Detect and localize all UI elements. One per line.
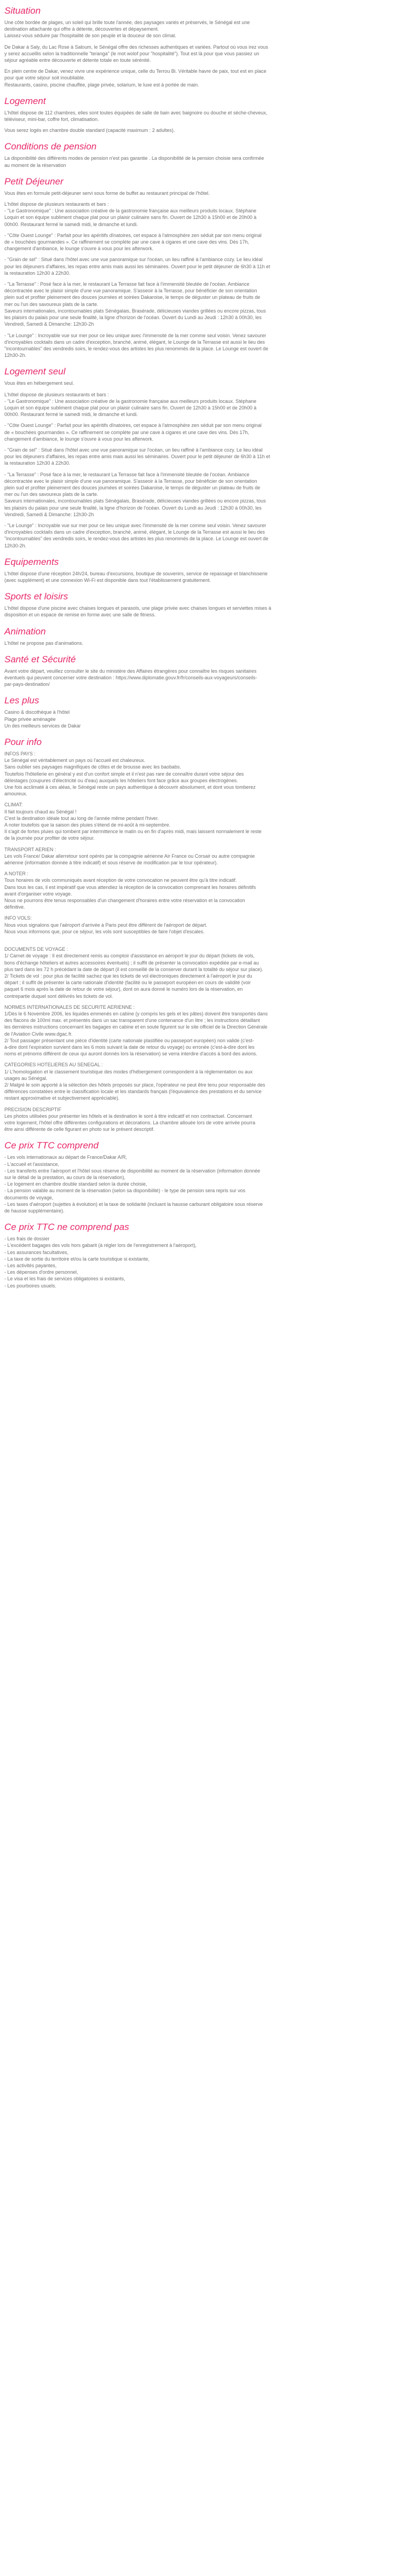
text-line: des flacons de 100ml max. et présentés dans un sac transparent d'une contenance d'un litre ; les instructions détaillant [4, 1018, 260, 1024]
text-line: les dernières instructions concernant les bagages en cabine et en soute figurent sur le site officiel de la Direction Générale [4, 1024, 268, 1030]
text-line: CATEGORIES HOTELIERES AU SENEGAL : [4, 1062, 103, 1068]
text-line: Nous vous informons que, pour ce séjour, les vols sont susceptibles de faire l'objet d'escales. [4, 928, 205, 934]
text-line: - "La Terrasse" : Posé face à la mer, le restaurant La Terrasse fait face à l'immensité bleutée de l'océan. Ambiance [4, 471, 250, 477]
text-line: plus tard dans les 72 h précédant la date de départ (il est conseillé de la conserver durant la totalité du séjour sur place). [4, 966, 263, 972]
text-line: être ainsi différente de celle figurant en photo sur le présent descriptif. [4, 1127, 155, 1133]
text-line: "incontournables" des vendredis soirs, le rendez-vous des artistes les plus renommés de la place. Le Lounge est ouvert de [4, 536, 268, 542]
text-line: - Les dépenses d'ordre personnel, [4, 1269, 78, 1275]
text-line: TRANSPORT AERIEN : [4, 846, 56, 852]
section-equipements [4, 557, 411, 584]
text-line: pour les déjeuners d'affaires, les repas entre amis mais aussi les séminaires. Ouvert pour le petit déjeuner de 6h30 à 11h et [4, 263, 270, 269]
text-line: Vendredi, Samedi & Dimanche: 12h30-2h [4, 321, 94, 327]
paragraph [4, 1004, 411, 1058]
text-line: - "La Terrasse" : Posé face à la mer, le restaurant La Terrasse fait face à l'immensité bleutée de l'océan. Ambiance [4, 281, 250, 287]
text-line: NORMES INTERNATIONALES DE SECURITE AERIENNE : [4, 1004, 135, 1010]
text-line: votre logement, l'hôtel offre différentes configurations et décorations. La chambre allouée lors de votre arrivée pourra [4, 1119, 256, 1125]
paragraph [4, 447, 411, 467]
section-logement [4, 96, 411, 134]
text-line: la restauration 12h30 à 22h30. [4, 460, 71, 466]
section-petit-dejeuner [4, 176, 411, 359]
paragraph [4, 915, 411, 935]
text-line: contrepartie duquel sont délivrés les tickets de vol. [4, 993, 113, 999]
text-line: Les photos utilisées pour présenter les hôtels et la destination le sont à titre indicatif et non contractuel. Concernant [4, 1113, 252, 1119]
text-line: Nous vous signalons que l'aéroport d'arrivée à Paris peut être différent de l'aéroport de départ. [4, 922, 208, 928]
paragraph [4, 605, 411, 618]
text-line: Laissez-vous séduire par l'hospitalité de son peuple et la douceur de son climat. [4, 33, 176, 39]
paragraph [4, 44, 411, 64]
text-line: - Le visa et les frais de services obligatoires si existants, [4, 1276, 125, 1282]
text-line: 2/ Tickets de vol : pour plus de facilité sachez que les tickets de vol électroniques directement à l'aéroport le jour du [4, 973, 252, 979]
text-line: de « bouchées gourmandes ». Ce raffinement se complète par une cave à cigares et une cave des vins. Dès 17h, [4, 429, 249, 435]
text-line: A NOTER : [4, 871, 28, 877]
text-line: Vous êtes en hébergement seul. [4, 380, 74, 386]
text-line [4, 939, 411, 946]
text-line: Vous serez logés en chambre double standard (capacité maximum : 2 adultes). [4, 128, 175, 134]
paragraph [4, 1154, 411, 1214]
text-line: éventuels qui peuvent concerner votre destination : https://www.diplomatie.gouv.fr/fr/conseils-aux-voyageurs/conseils- [4, 675, 257, 680]
text-line: Vendredi, Samedi & Dimanche: 12h30-2h [4, 511, 94, 517]
text-line: définitive. [4, 904, 25, 910]
text-line: INFOS PAYS : [4, 751, 36, 757]
text-line: décontractée avec le plaisir simple d'une vue panoramique. S'asseoir à la Terrasse, pour bénéficier de son orientation [4, 478, 257, 484]
text-line: Les vols France/ Dakar allerretour sont opérés par la compagnie aérienne Air France ou Corsair ou autre compagnie [4, 853, 255, 859]
text-line: de l'Aviation Civile www.dgac.fr. [4, 1031, 73, 1037]
text-line: Une côte bordée de plages, un soleil qui brille toute l'année, des paysages variés et préservés, le Sénégal est une [4, 20, 250, 25]
text-line: En plein centre de Dakar, venez vivre une expérience unique, celle du Terrou Bi. Véritable havre de paix, tout est en place [4, 68, 267, 74]
text-line: - "Le Gastronomique" : Une association créative de la gastronomie française aux meilleurs produits locaux. Stéphane [4, 398, 257, 404]
text-line: Plage privée aménagée [4, 716, 56, 722]
text-line: Avant votre départ, veuillez consulter le site du ministère des Affaires étrangères pour connaître les risques sanitaires [4, 668, 257, 674]
paragraph [4, 1235, 411, 1289]
text-line: Une fois acclimaté à ces aléas, le Sénégal reste un pays authentique à découvrir absolument, et dont vous tomberez [4, 784, 256, 790]
text-line: mer ou l'un des savoureux plats de la carte. [4, 301, 99, 307]
text-line: disposition et un espace de remise en forme avec une salle de fitness. [4, 612, 156, 618]
text-line: les plaisirs du palais pour une seule finalité, la ligne d'horizon de l'océan. Ouvert du Lundi au Jeudi : 12h30 à 00h30, les [4, 315, 262, 321]
paragraph [4, 570, 411, 584]
paragraph [4, 422, 411, 442]
section-title: Sports et loisirs [4, 591, 68, 602]
text-line: Saveurs internationales, incontournables plats Sénégalais, Brasérade, délicieuses viandes grillées ou encore pizzas, tous [4, 308, 266, 314]
paragraph [4, 870, 411, 910]
paragraph [4, 668, 411, 688]
text-line: - La taxe de sortie du territoire et/ou la carte touristique si existante, [4, 1256, 149, 1262]
section-sports [4, 591, 411, 618]
text-line: L'hôtel dispose de 112 chambres, elles sont toutes équipées de salle de bain avec baignoire ou douche et sèche-cheveux, [4, 109, 268, 115]
paragraph [4, 281, 411, 327]
text-line: de « bouchées gourmandes ». Ce raffinement se complète par une cave à cigares et une cave des vins. Dès 17h, [4, 239, 249, 245]
section-title: Equipements [4, 556, 59, 567]
text-line: 00h00. Restaurant fermé le samedi midi, le dimanche et lundi. [4, 221, 138, 227]
text-line: sur le détail de la prestation, au cours de la réservation), [4, 1174, 126, 1180]
text-line: 2/ Malgré le soin apporté à la sélection des hôtels proposés sur place, l'opérateur ne peut être tenu pour responsable des [4, 1082, 266, 1088]
text-line: 00h00. Restaurant fermé le samedi midi, le dimanche et lundi. [4, 412, 138, 418]
text-line: - Les activités payantes, [4, 1263, 57, 1269]
section-ttc-comprend [4, 1140, 411, 1214]
text-line: - Les frais de dossier [4, 1236, 50, 1242]
text-line: Le Sénégal est véritablement un pays où l'accueil est chaleureux. [4, 758, 146, 764]
text-line: L'hôtel dispose de plusieurs restaurants et bars : [4, 391, 109, 397]
paragraph [4, 232, 411, 252]
text-line: DOCUMENTS DE VOYAGE : [4, 946, 68, 952]
text-line: Sans oublier ses paysages magnifiques de côtes et de brousse avec les baobabs. [4, 764, 181, 770]
paragraph [4, 380, 411, 386]
paragraph [4, 201, 411, 228]
paragraph [4, 1061, 411, 1101]
text-line: décontractée avec le plaisir simple d'une vue panoramique. S'asseoir à la Terrasse, pour bénéficier de son orientation [4, 288, 257, 294]
text-line: au moment de la réservation [4, 162, 66, 168]
text-line: 1/ Carnet de voyage : Il est directement remis au comptoir d'assistance en aéroport le jour du départ (tickets de vols, [4, 953, 255, 959]
text-line: Loquin et son équipe subliment chaque plat pour un plaisir culinaire sans fin. Ouvert de 12h30 à 15h00 et de 20h00 à [4, 215, 257, 221]
paragraph [4, 522, 411, 549]
paragraph [4, 709, 411, 729]
text-line: L'hôtel dispose d'une réception 24h/24, bureau d'excursions, boutique de souvenirs, service de repassage et blanchisserie [4, 570, 268, 576]
paragraph [4, 391, 411, 418]
section-title: Animation [4, 626, 46, 637]
text-line: 2/ Tout passager présentant une pièce d'identité (carte nationale plastifiée ou passeport européen) non valide (c'est- [4, 1037, 254, 1043]
text-line: aérienne (information donnée à titre indicatif) et sous réserve de modification par le tour opérateur). [4, 860, 218, 866]
text-line: - La pension valable au moment de la réservation (selon sa disponibilité) - le type de pension sera repris sur vos [4, 1188, 246, 1194]
text-line: noms et prénoms différent de ceux qui auront donnés lors la réservation) se verra interdire d'accès à bord des avions. [4, 1051, 257, 1057]
text-line: Casino & discothèque à l'hôtel [4, 709, 70, 715]
text-line: d'incroyables cocktails dans un cadre d'exception, branché, animé, élégant, le Lounge de la Terrasse est aussi le lieu des [4, 339, 265, 345]
section-ttc-ne-comprend [4, 1222, 411, 1289]
paragraph [4, 640, 411, 646]
text-line: départ ; il suffit de présenter la carte nationale d'identité (facilité ou le passeport européen en cours de validité (voir [4, 980, 251, 986]
text-line: INFO VOLS: [4, 915, 32, 921]
section-title: Situation [4, 5, 41, 16]
text-line: avant d'organiser votre voyage. [4, 891, 72, 897]
text-line: mer ou l'un des savoureux plats de la carte. [4, 492, 99, 498]
text-line: destination attachante qui offre à détente, découvertes et dépaysement. [4, 26, 159, 32]
text-line: pour que votre séjour soit inoubliable. [4, 75, 85, 81]
text-line: paquet 6 mois après la date de retour de votre séjour), dont on aura donné le numéro lors de la réservation, en [4, 986, 243, 992]
text-line: - "Côte Ouest Lounge" : Parfait pour les apéritifs dînatoires, cet espace à l'atmosphère zen séduit par son menu original [4, 423, 262, 429]
text-line: séjour agréable entre découverte et détente totale en toute sérénité. [4, 57, 151, 63]
text-line: délestages (coupures d'électricité ou d'eau) auxquels les hôteliers font face grâce aux groupes électrogènes. [4, 777, 238, 783]
text-line: Vous êtes en formule petit-déjeuner servi sous forme de buffet au restaurant principal de l'hôtel. [4, 190, 210, 196]
text-line: - Le logement en chambre double standard selon la durée choisie, [4, 1181, 147, 1187]
paragraph [4, 68, 411, 88]
section-title: Conditions de pension [4, 141, 97, 152]
text-line: - Les taxes d'aéroport (sujettes à évolution) et la taxe de solidarité (incluant la hausse carburant obligatoire sous réserve [4, 1201, 263, 1207]
text-line: PRECISION DESCRIPTIF [4, 1106, 62, 1112]
paragraph [4, 155, 411, 168]
text-line: Saveurs internationales, incontournables plats Sénégalais, Brasérade, délicieuses viandes grillées ou encore pizzas, tous [4, 498, 266, 504]
text-line: - "Le Lounge" : Incroyable vue sur mer pour ce lieu unique avec l'immensité de la mer comme seul voisin. Venez savourer [4, 522, 267, 528]
section-title: Petit Déjeuner [4, 176, 64, 187]
text-line: - Les vols internationaux au départ de France/Dakar A/R, [4, 1154, 127, 1160]
text-line: plein sud et profiter pleinement des douces journées et soirées Dakaroise, le temps de déguster un plateau de fruits de [4, 484, 261, 490]
section-logement-seul [4, 366, 411, 548]
text-line: - "Côte Ouest Lounge" : Parfait pour les apéritifs dînatoires, cet espace à l'atmosphère zen séduit par son menu original [4, 232, 262, 238]
text-line: de la journée pour profiter de votre séjour. [4, 835, 95, 841]
text-line: différences constatées entre le classification locale et les standards français (l'équivalence des prestations et du service [4, 1089, 262, 1095]
paragraph [4, 846, 411, 867]
text-line: (avec supplément) et une connexion Wi-Fi est disponible dans tout l'établissement gratuitement. [4, 577, 211, 583]
section-pour-info [4, 737, 411, 1133]
section-animation [4, 626, 411, 646]
text-line: documents de voyage, [4, 1194, 54, 1200]
text-line: pour les déjeuners d'affaires, les repas entre amis mais aussi les séminaires. Ouvert pour le petit déjeuner de 6h30 à 11h et [4, 454, 270, 460]
text-line: bons d'échange hôteliers et autres accessoires éventuels) ; il suffit de présenter la convocation expédiée par e-mail au [4, 960, 259, 966]
text-line: les plaisirs du palais pour une seule finalité, la ligne d'horizon de l'océan. Ouvert du Lundi au Jeudi : 12h30 à 00h30, les [4, 505, 262, 511]
text-line: - L'excédent bagages des vols hors gabarit (à régler lors de l'enregistrement à l'aéroport), [4, 1243, 197, 1249]
text-line: - Les pourboires usuels. [4, 1283, 56, 1289]
section-title: Pour info [4, 737, 42, 748]
text-line: L'hôtel ne propose pas d'animations. [4, 640, 84, 646]
text-line: Nous ne pourrons être tenus responsables d'un changement d'horaires entre votre réservation et la convocation [4, 898, 245, 904]
section-conditions [4, 141, 411, 168]
paragraph [4, 109, 411, 123]
section-title: Ce prix TTC ne comprend pas [4, 1222, 129, 1233]
text-line: Un des meilleurs services de Dakar [4, 723, 81, 729]
section-title: Logement seul [4, 366, 66, 377]
text-line: changement d'ambiance, le lounge s'ouvre à vous pour les afterwork. [4, 246, 154, 252]
text-line: Toutefois l'hôtellerie en général y est d'un confort simple et il n'est pas rare de connaître durant votre séjour des [4, 771, 244, 777]
text-line: CLIMAT: [4, 802, 23, 808]
text-line: "incontournables" des vendredis soirs, le rendez-vous des artistes les plus renommés de la place. Le Lounge est ouvert de [4, 345, 268, 351]
text-line: Il s'agit de fortes pluies qui tombent par intermittence le matin ou en fin d'après midi, mais laissent normalement le reste [4, 829, 262, 835]
section-title: Santé et Sécurité [4, 654, 76, 665]
text-line: - Les assurances facultatives, [4, 1249, 68, 1255]
text-line: téléviseur, mini-bar, coffre fort, climatisation. [4, 117, 99, 123]
text-line: L'hôtel dispose de plusieurs restaurants et bars : [4, 201, 109, 207]
text-line: - "Le Gastronomique" : Une association créative de la gastronomie française aux meilleurs produits locaux. Stéphane [4, 208, 257, 214]
text-line: 12h30-2h. [4, 542, 26, 548]
text-line: 1/Dès le 6 Novembre 2006, les liquides emmenés en cabine (y compris les gels et les pâtes) doivent être transportés dans [4, 1010, 268, 1016]
text-line: à-dire dont l'expiration survient dans les 6 mois suivant la date de retour du voyage) ou erronée (c'est-à-dire dont les [4, 1044, 255, 1050]
text-line: par-pays-destination/ [4, 681, 50, 688]
section-sante [4, 654, 411, 688]
paragraph [4, 1106, 411, 1133]
paragraph [4, 801, 411, 841]
text-line: la restauration 12h30 à 22h30. [4, 270, 71, 276]
text-line: y serez accueillis selon la traditionnelle "teranga" (le mot wolof pour "hospitalité"). Tout est là pour que vous passiez un [4, 50, 260, 56]
text-line: Il fait toujours chaud au Sénégal ! [4, 808, 77, 815]
paragraph [4, 332, 411, 359]
text-line: La disponibilité des différents modes de pension n'est pas garantie . La disponibilité de la pension choisie sera confirmée [4, 155, 264, 161]
text-line: - L'accueil et l'assistance, [4, 1161, 60, 1167]
text-line: 1/ L'homologation et le classement touristique des modes d'hébergement correspondent à la réglementation ou aux [4, 1068, 253, 1075]
paragraph [4, 256, 411, 276]
text-line: de hausse supplémentaire). [4, 1208, 65, 1214]
text-line: amoureux. [4, 791, 27, 797]
paragraph [4, 19, 411, 39]
text-line: Dans tous les cas, il est impératif que vous attendiez la réception de la convocation comprenant les horaires définitifs [4, 884, 256, 890]
section-title: Les plus [4, 695, 39, 706]
text-line: A noter toutefois que la saison des pluies s'étend de mi-août à mi-septembre. [4, 822, 171, 828]
section-plus [4, 695, 411, 729]
text-line: 12h30-2h. [4, 353, 26, 359]
text-line: plein sud et profiter pleinement des douces journées et soirées Dakaroise, le temps de déguster un plateau de fruits de [4, 294, 261, 301]
paragraph [4, 750, 411, 797]
paragraph [4, 939, 411, 1000]
text-line: - Les transferts entre l'aéroport et l'hôtel sous réserve de disponibilité au moment de la réservation (information donnée [4, 1168, 261, 1174]
text-line: De Dakar à Saly, du Lac Rose à Saloum, le Sénégal offre des richesses authentiques et variées. Partout où vous irez vous [4, 44, 268, 50]
text-line: changement d'ambiance, le lounge s'ouvre à vous pour les afterwork. [4, 436, 154, 442]
text-line: restant approximative et subjectivement appréciable). [4, 1095, 120, 1101]
text-line: usages au Sénégal. [4, 1075, 48, 1081]
text-line: Restaurants, casino, piscine chauffée, plage privée, solarium, le luxe est à portée de main. [4, 82, 199, 88]
text-line: C'est la destination idéale tout au long de l'année même pendant l'hiver. [4, 815, 159, 821]
section-situation [4, 5, 411, 88]
text-line: - "Le Lounge" : Incroyable vue sur mer pour ce lieu unique avec l'immensité de la mer comme seul voisin. Venez savourer [4, 332, 267, 338]
text-line: d'incroyables cocktails dans un cadre d'exception, branché, animé, élégant, le Lounge de la Terrasse est aussi le lieu des [4, 529, 265, 535]
paragraph [4, 190, 411, 197]
text-line: Loquin et son équipe subliment chaque plat pour un plaisir culinaire sans fin. Ouvert de 12h30 à 15h00 et de 20h00 à [4, 405, 257, 411]
paragraph [4, 127, 411, 134]
text-line: - "Grain de sel" : Situé dans l'hôtel avec une vue panoramique sur l'océan, un lieu raffiné à l'ambiance cozy. Le lieu idéal [4, 447, 263, 453]
section-title: Ce prix TTC comprend [4, 1140, 99, 1151]
text-line: Tous horaires de vols communiqués avant réception de votre convocation ne peuvent être qu'à titre indicatif. [4, 877, 237, 883]
text-line: - "Grain de sel" : Situé dans l'hôtel avec une vue panoramique sur l'océan, un lieu raffiné à l'ambiance cozy. Le lieu idéal [4, 257, 263, 263]
paragraph [4, 471, 411, 518]
text-line: L'hôtel dispose d'une piscine avec chaises longues et parasols, une plage privée avec chaises longues et serviettes mises à [4, 605, 272, 611]
section-title: Logement [4, 95, 46, 106]
